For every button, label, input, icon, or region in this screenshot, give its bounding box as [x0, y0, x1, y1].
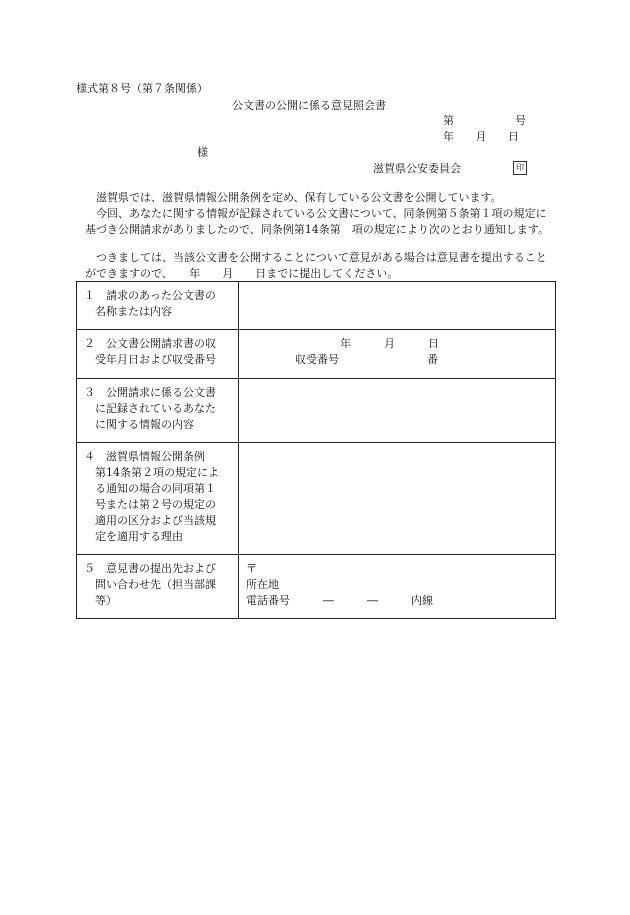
number-dai: 第 [443, 114, 454, 127]
table-row [77, 555, 556, 619]
body-paragraph-1: 滋賀県では、滋賀県情報公開条例を定め、保有している公文書を公開しています。 [96, 191, 502, 204]
row2-label [77, 330, 239, 379]
row5-label-text: ５ 意見書の提出先および 問い合わせ先（担当部課 等） [84, 562, 216, 607]
seal-mark: 印 [513, 161, 527, 175]
row1-label [77, 282, 239, 330]
row1-label-text: １ 請求のあった公文書の 名称または内容 [84, 289, 216, 318]
row5-value[interactable] [239, 555, 556, 619]
row2-value[interactable] [239, 330, 556, 379]
postal-code: 〒 [246, 562, 257, 575]
table-row [77, 379, 556, 443]
row4-value[interactable] [239, 443, 556, 555]
recipient-suffix: 様 [197, 146, 208, 159]
receipt-number: 収受番号 番 [295, 353, 438, 366]
receipt-date: 年 月 日 [340, 337, 439, 350]
row3-value[interactable] [239, 379, 556, 443]
issue-year: 年 [443, 130, 454, 143]
number-go: 号 [515, 114, 526, 127]
row2-label-text: ２ 公文書公開請求書の収 受年月日および収受番号 [84, 337, 216, 366]
address: 所在地 [246, 578, 279, 591]
row3-label-text: ３ 公開請求に係る公文書 に記録されているあなた に関する情報の内容 [84, 386, 216, 431]
table-row [77, 330, 556, 379]
row1-value[interactable] [239, 282, 556, 330]
row4-label [77, 443, 239, 555]
issue-month: 月 [475, 130, 487, 143]
form-id: 様式第８号（第７条関係） [76, 82, 208, 95]
row4-label-text: ４ 滋賀県情報公開条例 第14条第２項の規定によ る通知の場合の同項第１ 号または第２号の規定の 適用の区分および当該規 定を適用する理由 [84, 450, 219, 543]
inquiry-table [76, 281, 556, 619]
body-paragraph-2: 今回、あなたに関する情報が記録されている公文書について、同条例第５条第１項の規定に基づき公開請求がありましたので、同条例第14条第 項の規定により次のとおり通知します。 [85, 207, 549, 236]
table-row [77, 282, 556, 330]
document-title: 公文書の公開に係る意見照会書 [232, 99, 386, 112]
issuer-name: 滋賀県公安委員会 [373, 162, 461, 175]
table-row [77, 443, 556, 555]
row5-label [77, 555, 239, 619]
body-paragraph-3: つきましては、当該公文書を公開することについて意見がある場合は意見書を提出することができますので、 年 月 日までに提出してください。 [85, 251, 547, 280]
phone-number: 電話番号 ― ― 内線 [246, 594, 433, 607]
issue-day: 日 [508, 130, 519, 143]
issue-date [443, 130, 519, 143]
row3-label [77, 379, 239, 443]
